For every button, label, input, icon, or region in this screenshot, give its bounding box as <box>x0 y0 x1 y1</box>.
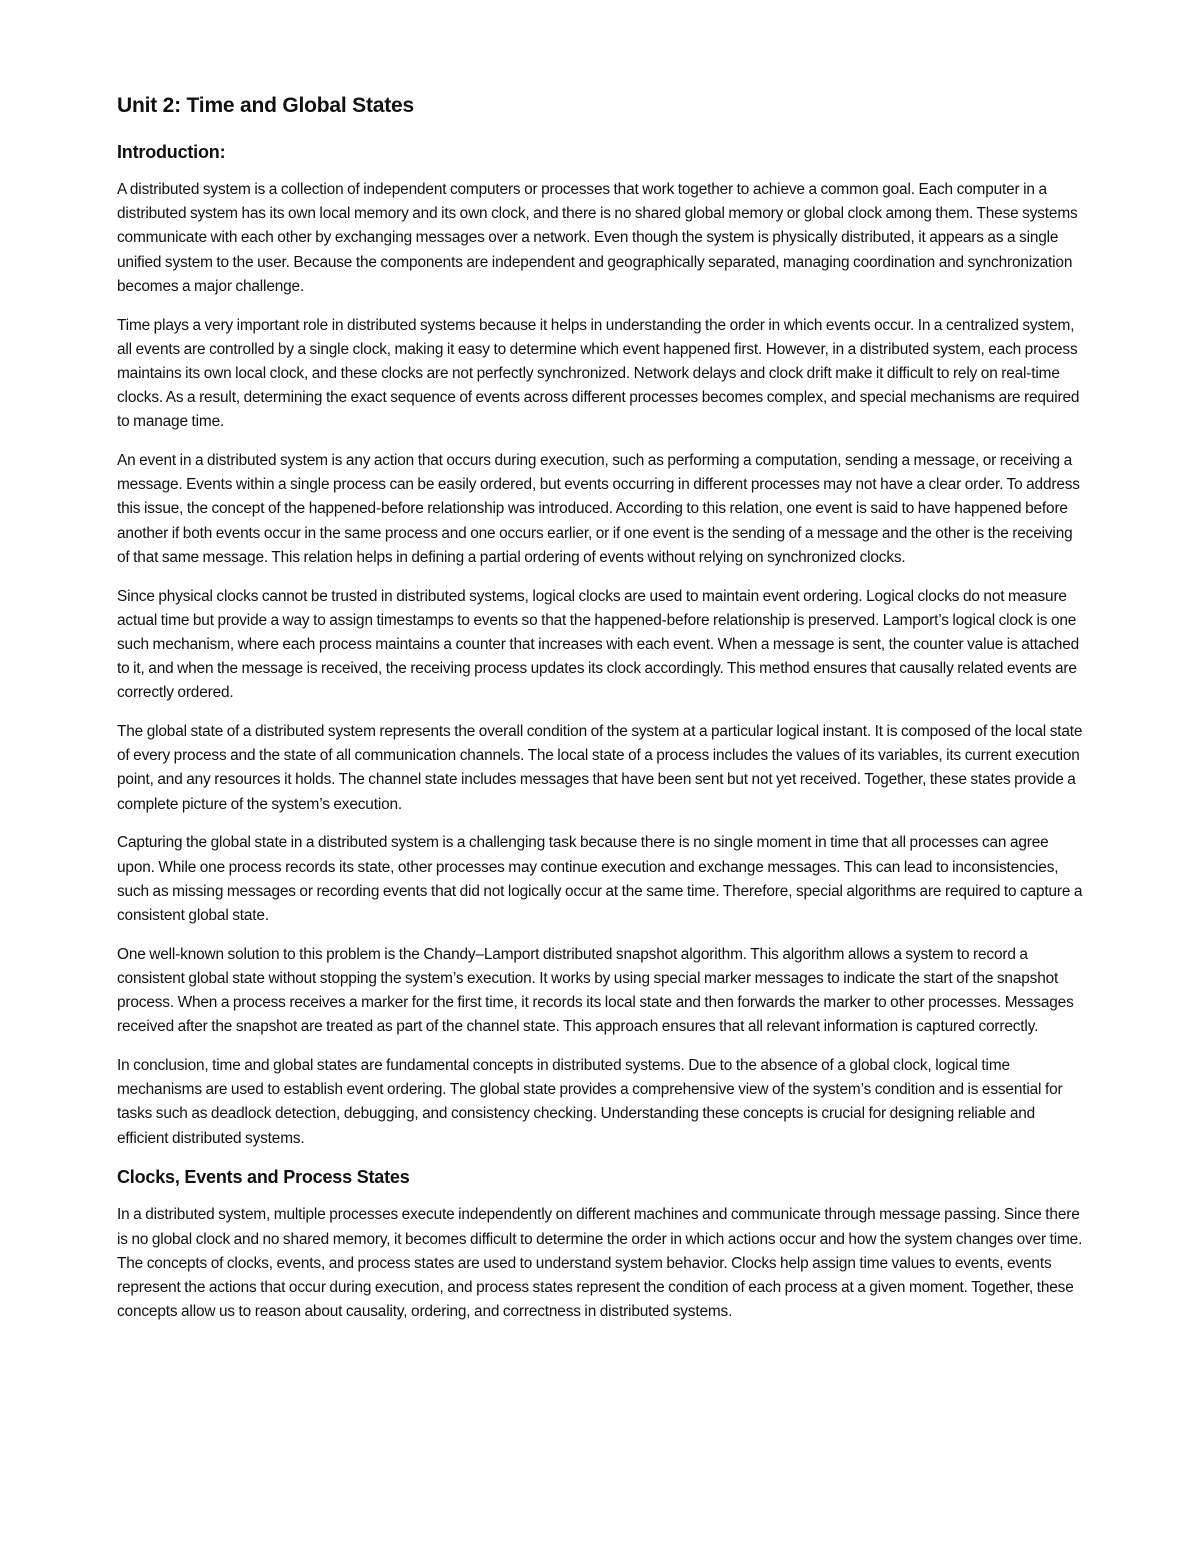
paragraph: The global state of a distributed system represents the overall condition of the system at a particular logical instant. It is composed of the local state of every process and the state of all communication channels. The local state of a process includes the values of its variables, its current execution point, and any resources it holds. The channel state includes messages that have been sent but not yet received. Together, these states provide a complete picture of the system’s execution. <box>117 723 1083 813</box>
paragraph: In conclusion, time and global states are fundamental concepts in distributed systems. Due to the absence of a global clock, logical time mechanisms are used to establish event ordering. The global state provides a comprehensive view of the system’s condition and is essential for tasks such as deadlock detection, debugging, and consistency checking. Understanding these concepts is crucial for designing reliable and efficient distributed systems. <box>117 1057 1063 1147</box>
paragraph: Time plays a very important role in distributed systems because it helps in understanding the order in which events occur. In a centralized system, all events are controlled by a single clock, making it easy to determine which event happened first. However, in a distributed system, each process maintains its own local clock, and these clocks are not perfectly synchronized. Network delays and clock drift make it difficult to rely on real-time clocks. As a result, determining the exact sequence of events across different processes becomes complex, and special mechanisms are required to manage time. <box>117 316 1080 431</box>
paragraph: An event in a distributed system is any action that occurs during execution, such as performing a computation, sending a message, or receiving a message. Events within a single process can be easily ordered, but events occurring in different processes may not have a clear order. To address this issue, the concept of the happened-before relationship was introduced. According to this relation, one event is said to have happened before another if both events occur in the same process and one occurs earlier, or if one event is the sending of a message and the other is the receiving of that same message. This relation helps in defining a partial ordering of events without relying on synchronized clocks. <box>117 452 1080 566</box>
paragraph: Since physical clocks cannot be trusted in distributed systems, logical clocks are used to maintain event ordering. Logical clocks do not measure actual time but provide a way to assign timestamps to events so that the happened-before relationship is preserved. Lamport’s logical clock is one such mechanism, where each process maintains a counter that increases with each event. When a message is sent, the counter value is attached to it, and when the message is received, the receiving process updates its clock accordingly. This method ensures that causally related events are correctly ordered. <box>117 587 1080 702</box>
document-title: Unit 2: Time and Global States <box>117 94 415 117</box>
paragraph: One well-known solution to this problem is the Chandy–Lamport distributed snapshot algorithm. This algorithm allows a system to record a consistent global state without stopping the system’s execution. It works by using special marker messages to indicate the start of the snapshot process. When a process receives a marker for the first time, it records its local state and then forwards the marker to other processes. Messages received after the snapshot are treated as part of the channel state. This approach ensures that all relevant information is captured correctly. <box>117 945 1074 1036</box>
paragraph: Capturing the global state in a distributed system is a challenging task because there is no single moment in time that all processes can agree upon. While one process records its state, other processes may continue execution and exchange messages. This can lead to inconsistencies, such as missing messages or recording events that did not logically occur at the same time. Therefore, special algorithms are required to capture a consistent global state. <box>117 834 1083 924</box>
section-heading-clocks-events: Clocks, Events and Process States <box>117 1167 410 1188</box>
document-page <box>117 92 1083 1339</box>
section-heading-introduction: Introduction: <box>117 142 226 162</box>
paragraph: In a distributed system, multiple processes execute independently on different machines and communicate through message passing. Since there is no global clock and no shared memory, it becomes difficult to determine the order in which actions occur and how the system changes over time. The concepts of clocks, events, and process states are used to understand system behavior. Clocks help assign time values to events, events represent the actions that occur during execution, and process states represent the condition of each process at a given moment. Together, these concepts allow us to reason about causality, ordering, and correctness in distributed systems. <box>117 1206 1083 1321</box>
paragraph: A distributed system is a collection of independent computers or processes that work together to achieve a common goal. Each computer in a distributed system has its own local memory and its own clock, and there is no shared global memory or global clock among them. These systems communicate with each other by exchanging messages over a network. Even though the system is physically distributed, it appears as a single unified system to the user. Because the components are independent and geographically separated, managing coordination and synchronization becomes a major challenge. <box>117 181 1078 295</box>
